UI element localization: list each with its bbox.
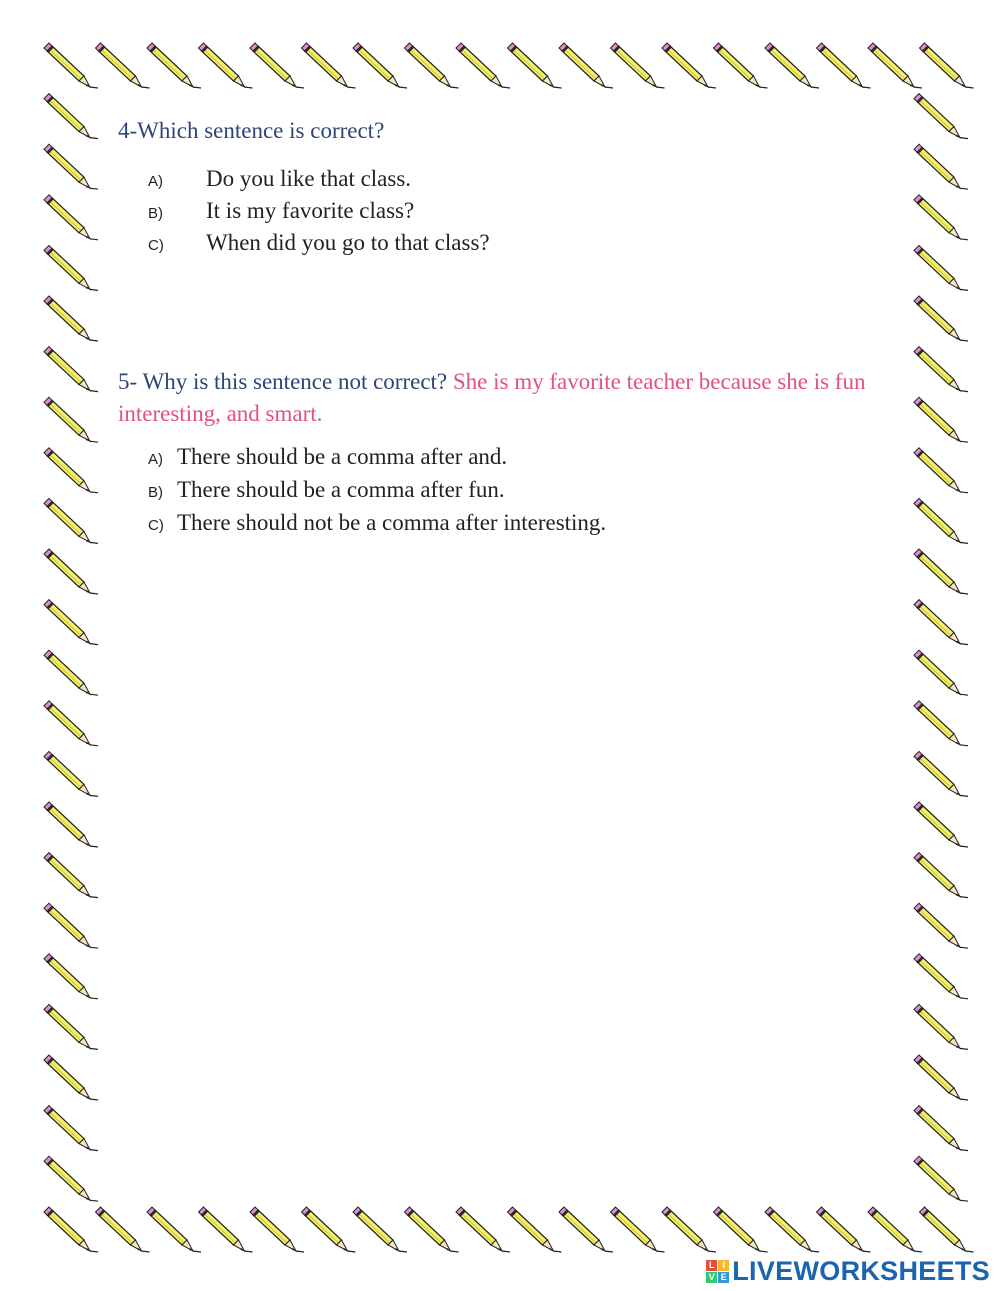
pencil-icon — [44, 1055, 98, 1100]
logo-letter: L — [706, 1260, 717, 1271]
pencil-icon — [44, 853, 98, 898]
pencil-icon — [817, 43, 871, 88]
pencil-icon — [714, 1207, 768, 1252]
liveworksheets-watermark — [706, 1256, 990, 1287]
pencil-icon — [662, 43, 716, 88]
pencil-icon — [817, 1207, 871, 1252]
question-4-option-a[interactable] — [148, 166, 411, 192]
option-text: There should be a comma after fun. — [177, 477, 505, 502]
option-letter: A) — [148, 173, 163, 190]
pencil-icon — [714, 43, 768, 88]
pencil-icon — [914, 245, 968, 290]
pencil-icon — [914, 1156, 968, 1201]
pencil-icon — [914, 954, 968, 999]
question-5-prompt: 5- Why is this sentence not correct? — [118, 369, 448, 394]
pencil-icon — [868, 1207, 922, 1252]
pencil-icon — [44, 802, 98, 847]
pencil-icon — [44, 94, 98, 139]
pencil-icon — [44, 650, 98, 695]
pencil-icon — [914, 397, 968, 442]
pencil-icon — [353, 43, 407, 88]
pencil-icon — [765, 1207, 819, 1252]
pencil-icon — [456, 43, 510, 88]
logo-letter: I — [718, 1260, 729, 1271]
pencil-icon — [44, 195, 98, 240]
pencil-icon — [44, 1207, 98, 1252]
pencil-icon — [914, 1004, 968, 1049]
pencil-icon — [199, 1207, 253, 1252]
question-5-option-a[interactable] — [148, 444, 507, 470]
pencil-icon — [611, 43, 665, 88]
question-5-sentence: She is my favorite teacher because she is fun interesting, and smart. — [118, 369, 866, 426]
pencil-icon — [914, 448, 968, 493]
pencil-icon — [914, 347, 968, 392]
pencil-icon — [250, 1207, 304, 1252]
pencil-icon — [44, 347, 98, 392]
pencil-icon — [44, 498, 98, 543]
pencil-icon — [44, 43, 98, 88]
pencil-icon — [44, 1156, 98, 1201]
pencil-icon — [96, 1207, 150, 1252]
pencil-icon — [199, 43, 253, 88]
pencil-icon — [914, 498, 968, 543]
pencil-icon — [914, 549, 968, 594]
pencil-icon — [914, 144, 968, 189]
pencil-icon — [611, 1207, 665, 1252]
pencil-icon — [44, 701, 98, 746]
pencil-icon — [508, 43, 562, 88]
brand-name: LIVEWORKSHEETS — [732, 1256, 990, 1286]
pencil-icon — [914, 600, 968, 645]
pencil-icon — [96, 43, 150, 88]
question-5-title — [118, 366, 878, 430]
pencil-icon — [914, 853, 968, 898]
pencil-icon — [662, 1207, 716, 1252]
pencil-icon — [44, 1004, 98, 1049]
question-4-option-c[interactable] — [148, 230, 490, 256]
question-5-option-c[interactable] — [148, 510, 606, 536]
option-text: There should be a comma after and. — [177, 444, 508, 469]
question-5-option-b[interactable] — [148, 477, 505, 503]
pencil-icon — [44, 397, 98, 442]
pencil-icon — [44, 245, 98, 290]
pencil-icon — [302, 1207, 356, 1252]
pencil-icon — [44, 600, 98, 645]
option-text: When did you go to that class? — [206, 230, 490, 255]
option-text: Do you like that class. — [206, 166, 412, 191]
question-4-option-b[interactable] — [148, 198, 414, 224]
pencil-icon — [868, 43, 922, 88]
pencil-icon — [914, 802, 968, 847]
pencil-icon — [508, 1207, 562, 1252]
pencil-icon — [147, 43, 201, 88]
pencil-icon — [44, 144, 98, 189]
option-letter: B) — [148, 484, 163, 501]
option-text: There should not be a comma after interesting. — [177, 510, 607, 535]
pencil-icon — [914, 701, 968, 746]
pencil-icon — [44, 1106, 98, 1151]
pencil-icon — [914, 296, 968, 341]
pencil-icon — [914, 650, 968, 695]
logo-letter: E — [718, 1272, 729, 1283]
pencil-icon — [405, 43, 459, 88]
pencil-icon — [405, 1207, 459, 1252]
question-4-title: 4-Which sentence is correct? — [118, 118, 385, 143]
pencil-icon — [456, 1207, 510, 1252]
logo-letter: V — [706, 1272, 717, 1283]
pencil-icon — [765, 43, 819, 88]
option-letter: C) — [148, 517, 164, 534]
pencil-icon — [353, 1207, 407, 1252]
pencil-icon — [44, 751, 98, 796]
pencil-icon — [914, 751, 968, 796]
pencil-icon — [302, 43, 356, 88]
pencil-icon — [44, 954, 98, 999]
pencil-icon — [250, 43, 304, 88]
pencil-icon — [914, 195, 968, 240]
option-letter: C) — [148, 237, 164, 254]
option-letter: B) — [148, 205, 163, 222]
option-letter: A) — [148, 451, 163, 468]
pencil-icon — [147, 1207, 201, 1252]
option-text: It is my favorite class? — [206, 198, 415, 223]
pencil-icon — [914, 94, 968, 139]
pencil-icon — [44, 903, 98, 948]
pencil-icon — [920, 43, 974, 88]
pencil-icon — [559, 43, 613, 88]
pencil-icon — [559, 1207, 613, 1252]
pencil-icon — [44, 549, 98, 594]
pencil-icon — [914, 903, 968, 948]
pencil-icon — [914, 1106, 968, 1151]
pencil-icon — [44, 296, 98, 341]
pencil-icon — [914, 1055, 968, 1100]
pencil-icon — [920, 1207, 974, 1252]
pencil-icon — [44, 448, 98, 493]
liveworksheets-logo-icon — [706, 1260, 729, 1283]
